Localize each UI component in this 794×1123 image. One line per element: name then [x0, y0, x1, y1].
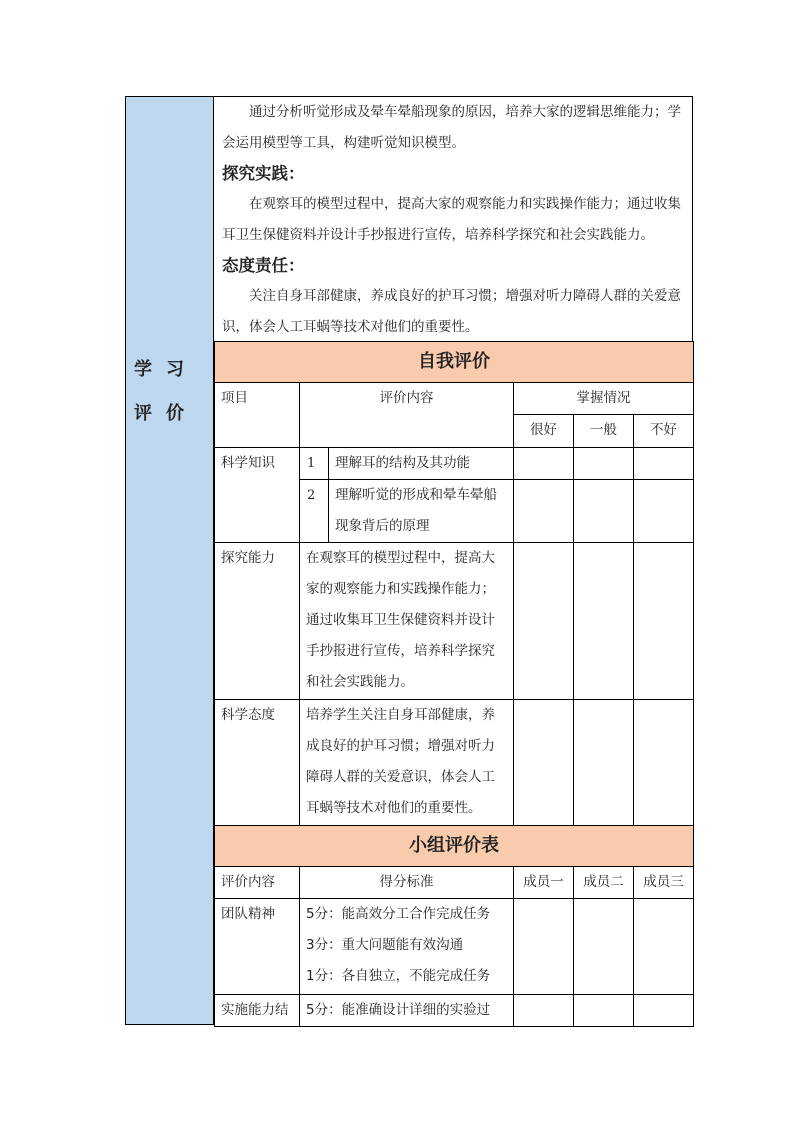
rating-cell[interactable] [514, 543, 574, 700]
score-cell[interactable] [634, 899, 694, 995]
group-col-member-2: 成员二 [574, 867, 634, 899]
rating-cell[interactable] [574, 700, 634, 826]
objectives-section [214, 96, 693, 341]
score-cell[interactable] [634, 995, 694, 1027]
mastery-average: 一般 [574, 415, 634, 448]
impl-criteria: 5分：能准确设计详细的实验过 [300, 995, 514, 1027]
knowledge-item-text: 理解耳的结构及其功能 [329, 448, 514, 480]
rating-cell[interactable] [634, 480, 694, 543]
team-criteria-1: 1分：各自独立，不能完成任务 [306, 968, 491, 984]
row-label-team-spirit: 团队精神 [215, 899, 300, 995]
side-label-learning-evaluation: 学习评价 [134, 359, 198, 424]
objective-thinking-paragraph: 通过分析听觉形成及晕车晕船现象的原因，培养大家的逻辑思维能力；学会运用模型等工具，构建听觉知识模型。 [222, 104, 681, 151]
mastery-poor: 不好 [634, 415, 694, 448]
group-eval-title: 小组评价表 [215, 826, 694, 867]
rating-cell[interactable] [634, 448, 694, 480]
row-label-inquiry: 探究能力 [215, 543, 300, 700]
rating-cell[interactable] [514, 448, 574, 480]
score-cell[interactable] [514, 995, 574, 1027]
group-col-criteria: 得分标准 [300, 867, 514, 899]
col-header-content: 评价内容 [300, 383, 514, 448]
rating-cell[interactable] [634, 543, 694, 700]
rating-cell[interactable] [514, 700, 574, 826]
attitude-text: 培养学生关注自身耳部健康，养成良好的护耳习惯；增强对听力障碍人群的关爱意识，体会人工耳蜗等技术对他们的重要性。 [300, 700, 514, 826]
rating-cell[interactable] [574, 480, 634, 543]
knowledge-item-number: 1 [300, 448, 329, 480]
inquiry-text: 在观察耳的模型过程中，提高大家的观察能力和实践操作能力；通过收集耳卫生保健资料并设计手抄报进行宣传，培养科学探究和社会实践能力。 [300, 543, 514, 700]
score-cell[interactable] [514, 899, 574, 995]
heading-attitude-responsibility: 态度责任： [222, 256, 305, 275]
knowledge-item-text: 理解听觉的形成和晕车晕船现象背后的原理 [329, 480, 514, 543]
team-criteria-5: 5分：能高效分工合作完成任务 [306, 906, 491, 922]
col-header-item: 项目 [215, 383, 300, 448]
document-sheet [125, 96, 693, 1025]
group-col-content: 评价内容 [215, 867, 300, 899]
row-label-attitude: 科学态度 [215, 700, 300, 826]
objective-attitude-paragraph: 关注自身耳部健康，养成良好的护耳习惯；增强对听力障碍人群的关爱意识，体会人工耳蜗等技术对他们的重要性。 [222, 288, 681, 335]
rating-cell[interactable] [514, 480, 574, 543]
team-criteria [300, 899, 514, 995]
evaluation-table [214, 341, 694, 1027]
mastery-very-good: 很好 [514, 415, 574, 448]
rating-cell[interactable] [634, 700, 694, 826]
score-cell[interactable] [574, 995, 634, 1027]
rating-cell[interactable] [574, 448, 634, 480]
row-label-implementation: 实施能力结 [215, 995, 300, 1027]
knowledge-item-number: 2 [300, 480, 329, 543]
team-criteria-3: 3分：重大问题能有效沟通 [306, 937, 464, 953]
objective-practice-paragraph: 在观察耳的模型过程中，提高大家的观察能力和实践操作能力；通过收集耳卫生保健资料并设计手抄报进行宣传，培养科学探究和社会实践能力。 [222, 196, 681, 243]
row-label-knowledge: 科学知识 [215, 448, 300, 543]
col-header-mastery: 掌握情况 [514, 383, 694, 415]
score-cell[interactable] [574, 899, 634, 995]
group-col-member-3: 成员三 [634, 867, 694, 899]
rating-cell[interactable] [574, 543, 634, 700]
left-side-column [125, 96, 214, 1025]
self-eval-title: 自我评价 [215, 342, 694, 383]
heading-explore-practice: 探究实践： [222, 164, 305, 183]
group-col-member-1: 成员一 [514, 867, 574, 899]
